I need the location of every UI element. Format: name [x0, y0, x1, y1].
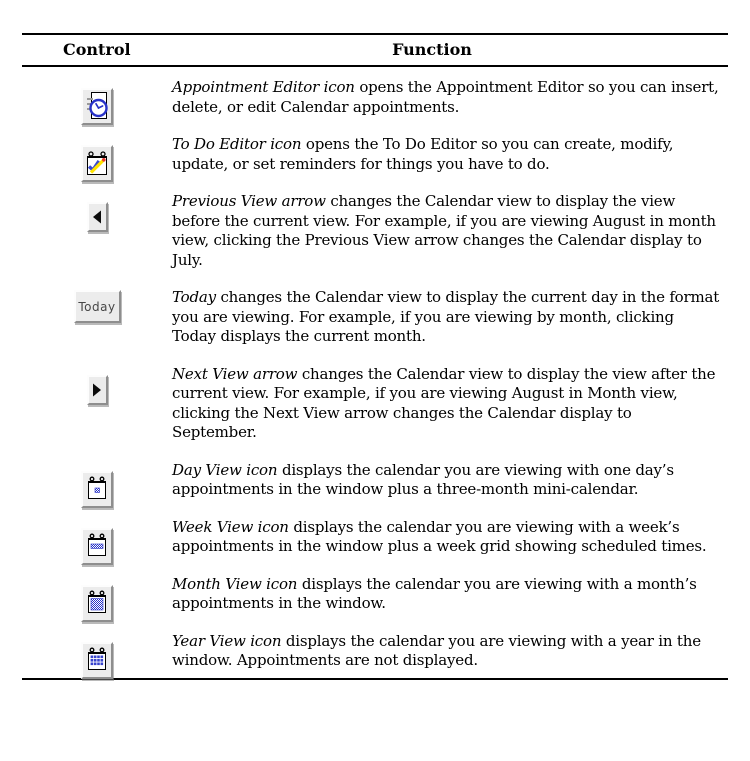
term-text: To Do Editor icon [172, 135, 302, 153]
today-button-label: Today [78, 299, 116, 314]
function-cell [172, 78, 720, 117]
left-triangle-glyph [90, 207, 104, 227]
month-view-icon [81, 585, 113, 622]
control-cell [22, 135, 172, 174]
table-row-year-view [22, 632, 728, 671]
table-row-day-view [22, 461, 728, 500]
table-row-todo-editor [22, 135, 728, 174]
function-cell [172, 288, 720, 347]
year-view-icon [81, 642, 113, 679]
month-view-glyph [84, 588, 110, 618]
controls-function-table [22, 33, 728, 680]
control-cell [22, 78, 172, 117]
table-body [22, 67, 728, 680]
day-view-glyph [84, 474, 110, 504]
control-cell [22, 461, 172, 500]
control-cell [22, 575, 172, 614]
function-cell [172, 135, 720, 174]
function-cell [172, 461, 720, 500]
todo-editor-glyph [84, 149, 110, 179]
term-text: Next View arrow [172, 364, 298, 383]
term-text: Today [172, 288, 216, 306]
function-column-header: Function [392, 40, 472, 59]
day-view-icon [81, 471, 113, 508]
appointment-editor-glyph [84, 91, 110, 122]
description-text: changes the Calendar view to display the view after the current view. For example, if you are viewing August in Month view, clicking the Next View arrow changes the Calendar display to September. [172, 364, 716, 441]
description-text: opens the Appointment Editor so you can insert, delete, or edit Calendar appointments. [172, 78, 719, 116]
function-cell [172, 632, 720, 671]
term-text: Month View icon [172, 574, 298, 593]
description-text: displays the calendar you are viewing with a month’s appointments in the window. [172, 574, 697, 612]
term-text: Previous View arrow [172, 192, 326, 210]
function-cell [172, 575, 720, 614]
term-text: Day View icon [172, 460, 278, 479]
control-cell [22, 192, 172, 270]
table-row-week-view [22, 518, 728, 557]
function-cell [172, 192, 720, 270]
control-cell [22, 518, 172, 557]
control-cell [22, 288, 172, 347]
appointment-editor-icon [81, 88, 113, 125]
table-row-next-view [22, 365, 728, 443]
next-view-arrow-icon [87, 375, 108, 405]
term-text: Week View icon [172, 517, 289, 536]
table-row-month-view [22, 575, 728, 614]
table-row-appointment-editor [22, 78, 728, 117]
function-cell [172, 365, 720, 443]
description-text: displays the calendar you are viewing with a year in the window. Appointments are not displayed. [172, 631, 701, 669]
table-row-previous-view [22, 192, 728, 270]
description-text: displays the calendar you are viewing with one day’s appointments in the window plus a three-month mini-calendar. [172, 460, 674, 498]
description-text: opens the To Do Editor so you can create, modify, update, or set reminders for things you have to do. [172, 135, 674, 173]
description-text: changes the Calendar view to display the current day in the format you are viewing. For example, if you are viewing by month, clicking Today displays the current month. [172, 288, 720, 345]
week-view-icon [81, 528, 113, 565]
table-row-today [22, 288, 728, 347]
description-text: changes the Calendar view to display the view before the current view. For example, if you are viewing August in month view, clicking the Previous View arrow changes the Calendar display to July. [172, 192, 716, 269]
term-text: Appointment Editor icon [172, 78, 355, 96]
year-view-glyph [84, 645, 110, 675]
control-cell [22, 632, 172, 671]
description-text: displays the calendar you are viewing with a week’s appointments in the window plus a week grid showing scheduled times. [172, 517, 707, 555]
control-column-header: Control [63, 40, 131, 59]
todo-editor-icon [81, 145, 113, 182]
term-text: Year View icon [172, 631, 282, 650]
previous-view-arrow-icon [87, 202, 108, 232]
right-triangle-glyph [90, 380, 104, 400]
today-button [74, 290, 121, 323]
table-header-row [22, 33, 728, 67]
control-cell [22, 365, 172, 443]
function-cell [172, 518, 720, 557]
week-view-glyph [84, 531, 110, 561]
